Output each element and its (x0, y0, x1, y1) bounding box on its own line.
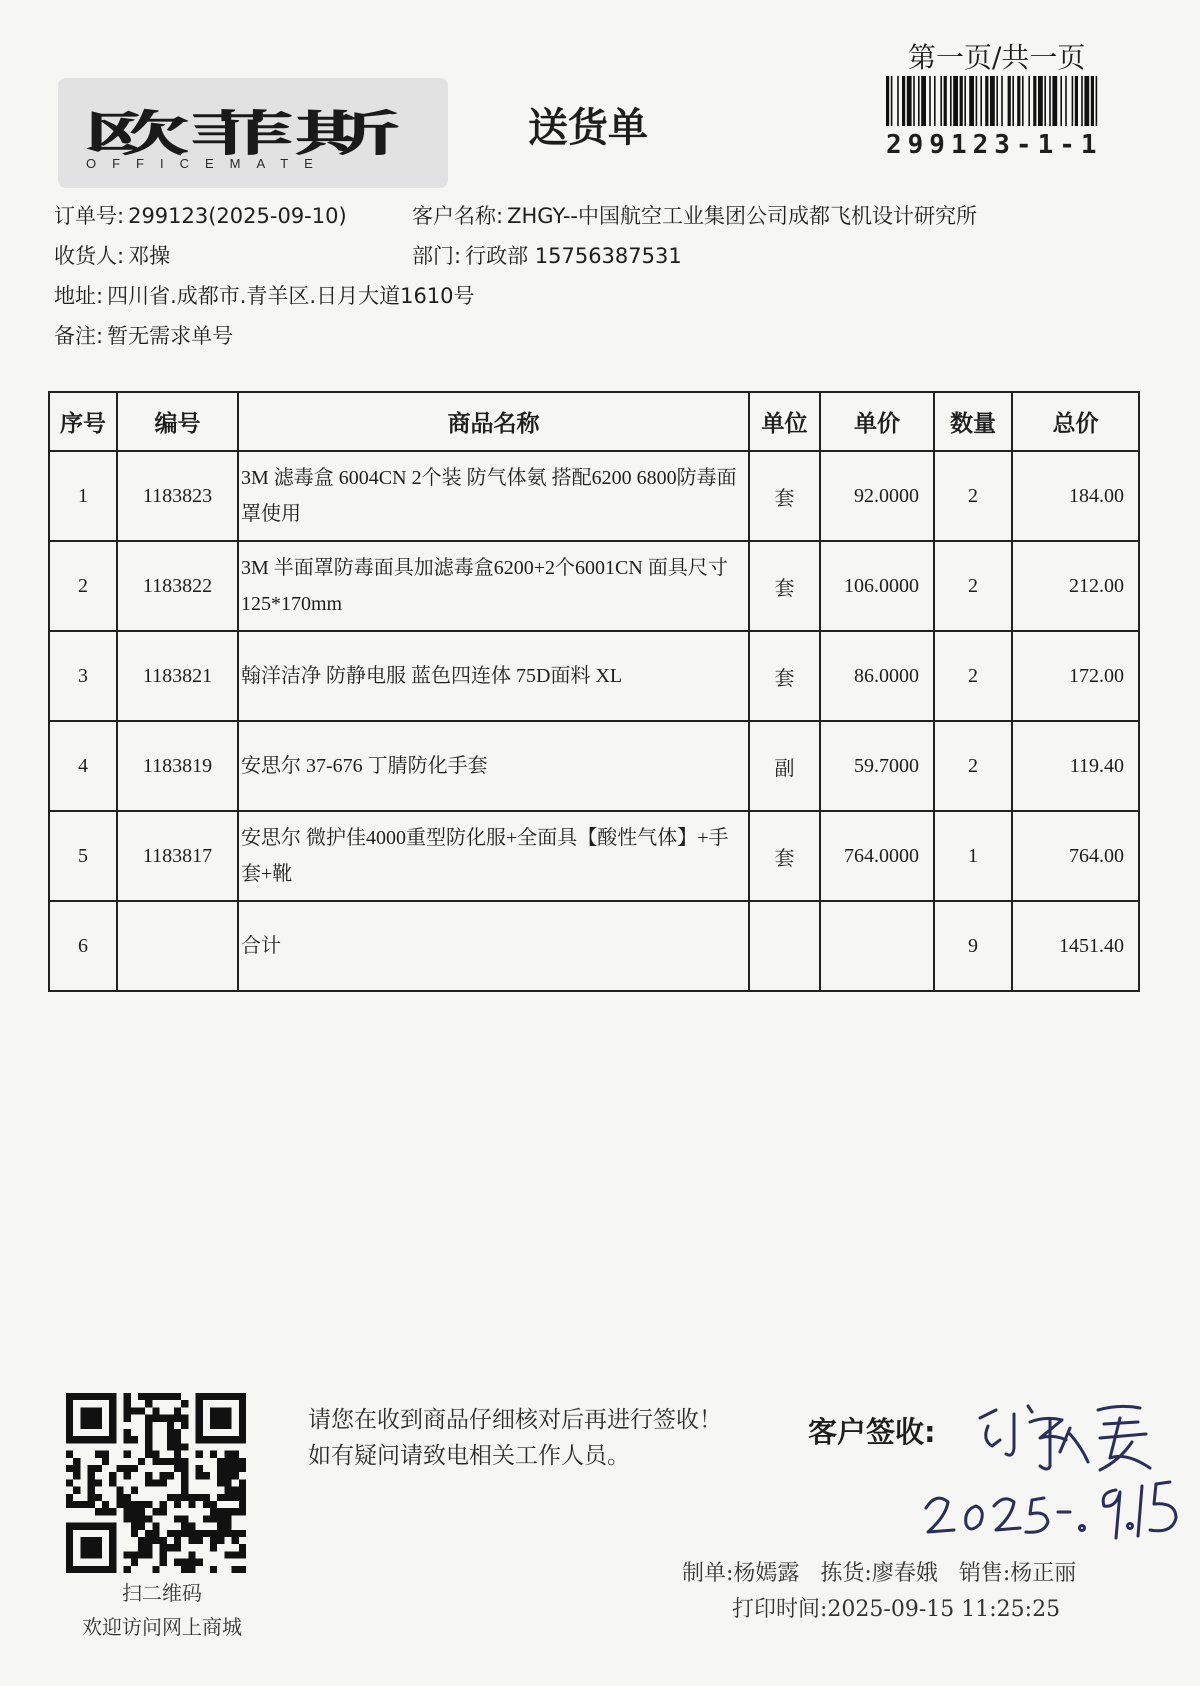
cell-code: 1183822 (117, 541, 238, 631)
print-time (732, 1592, 1060, 1623)
table-row (49, 541, 1139, 631)
cell-unit-price: 59.7000 (820, 721, 934, 811)
cell-product-name: 翰洋洁净 防静电服 蓝色四连体 75D面料 XL (238, 631, 749, 721)
barcode (884, 76, 1104, 126)
cell-code: 1183817 (117, 811, 238, 901)
cell-quantity: 2 (934, 451, 1012, 541)
document-title: 送货单 (528, 105, 648, 151)
remark-field (54, 320, 233, 350)
cell-unit-price: 764.0000 (820, 811, 934, 901)
cell-quantity: 2 (934, 541, 1012, 631)
address-field (54, 280, 475, 310)
order-number-value: 299123(2025-09-10) (128, 204, 347, 228)
cell-unit: 套 (749, 451, 820, 541)
cell-total-quantity: 9 (934, 901, 1012, 991)
cell-unit: 套 (749, 541, 820, 631)
cell-quantity: 1 (934, 811, 1012, 901)
cell-code: 1183819 (117, 721, 238, 811)
table-total-row (49, 901, 1139, 991)
logo-subtext: OFFICEMATE (86, 156, 329, 171)
table-header-row (49, 392, 1139, 451)
cell-code: 1183821 (117, 631, 238, 721)
receipt-notice: 请您在收到商品仔细核对后再进行签收！如有疑问请致电相关工作人员。 (308, 1407, 722, 1469)
items-table (48, 391, 1140, 992)
address-label: 地址: (54, 284, 104, 308)
remark-value: 暂无需求单号 (107, 324, 234, 348)
department-label: 部门: (412, 244, 462, 268)
cell-total-price: 212.00 (1012, 541, 1139, 631)
qr-code (66, 1393, 246, 1573)
print-time-label: 打印时间: (732, 1597, 828, 1622)
maker-value: 杨嫣露 (733, 1561, 800, 1586)
header-unit-price: 单价 (820, 392, 934, 451)
cell-total-price: 764.00 (1012, 811, 1139, 901)
header-total-price: 总价 (1012, 392, 1139, 451)
cell-total-label: 合计 (238, 901, 749, 991)
cell-total-price: 172.00 (1012, 631, 1139, 721)
cell-seq: 2 (49, 541, 117, 631)
maker-label: 制单: (682, 1561, 734, 1586)
department-value: 行政部 15756387531 (465, 244, 682, 268)
cell-code (117, 901, 238, 991)
sales-label: 销售: (958, 1561, 1011, 1586)
qr-caption (62, 1576, 262, 1644)
cell-product-name: 3M 半面罩防毒面具加滤毒盒6200+2个6001CN 面具尺寸125*170mm (238, 541, 749, 631)
address-value: 四川省.成都市.青羊区.日月大道1610号 (107, 284, 475, 308)
signature-date (920, 1462, 1190, 1542)
cell-unit-price: 92.0000 (820, 451, 934, 541)
cell-product-name: 安思尔 微护佳4000重型防化服+全面具【酸性气体】+手套+靴 (238, 811, 749, 901)
cell-total-price: 119.40 (1012, 721, 1139, 811)
cell-seq: 6 (49, 901, 117, 991)
cell-unit-price: 106.0000 (820, 541, 934, 631)
customer-label: 客户名称: (412, 204, 504, 228)
table-row (49, 811, 1139, 901)
picker-value: 廖春娥 (871, 1561, 938, 1586)
officemate-logo (84, 106, 424, 158)
order-number-field (54, 200, 347, 230)
qr-caption-line-2: 欢迎访问网上商城 (82, 1615, 242, 1639)
table-row (49, 721, 1139, 811)
header-product-name: 商品名称 (238, 392, 749, 451)
svg-text:欧菲斯: 欧菲斯 (84, 106, 401, 158)
cell-unit: 套 (749, 631, 820, 721)
cell-unit: 副 (749, 721, 820, 811)
cell-unit-price: 86.0000 (820, 631, 934, 721)
cell-total-price: 184.00 (1012, 451, 1139, 541)
staff-line (682, 1556, 1076, 1587)
header-code: 编号 (117, 392, 238, 451)
print-time-value: 2025-09-15 11:25:25 (827, 1597, 1061, 1622)
barcode-number: 299123-1-1 (886, 130, 1103, 160)
cell-seq: 5 (49, 811, 117, 901)
qr-caption-line-1: 扫二维码 (122, 1581, 202, 1605)
cell-code: 1183823 (117, 451, 238, 541)
customer-sign-label: 客户签收: (808, 1415, 936, 1449)
cell-grand-total: 1451.40 (1012, 901, 1139, 991)
cell-unit: 套 (749, 811, 820, 901)
remark-label: 备注: (54, 324, 104, 348)
department-field (412, 240, 682, 270)
cell-quantity: 2 (934, 631, 1012, 721)
cell-product-name: 安思尔 37-676 丁腈防化手套 (238, 721, 749, 811)
picker-label: 拣货: (820, 1561, 872, 1586)
customer-value: ZHGY--中国航空工业集团公司成都飞机设计研究所 (507, 204, 977, 228)
sales-value: 杨正丽 (1010, 1561, 1077, 1586)
header-unit: 单位 (749, 392, 820, 451)
header-seq: 序号 (49, 392, 117, 451)
table-row (49, 631, 1139, 721)
cell-unit-price (820, 901, 934, 991)
page-info: 第一页/共一页 (908, 41, 1086, 74)
table-row (49, 451, 1139, 541)
header-quantity: 数量 (934, 392, 1012, 451)
receiver-label: 收货人: (54, 244, 125, 268)
cell-unit (749, 901, 820, 991)
cell-product-name: 3M 滤毒盒 6004CN 2个装 防气体氨 搭配6200 6800防毒面罩使用 (238, 451, 749, 541)
cell-seq: 4 (49, 721, 117, 811)
cell-seq: 3 (49, 631, 117, 721)
customer-field (412, 200, 977, 230)
receiver-field (54, 240, 170, 270)
cell-seq: 1 (49, 451, 117, 541)
cell-quantity: 2 (934, 721, 1012, 811)
order-number-label: 订单号: (54, 204, 125, 228)
receiver-value: 邓操 (128, 244, 171, 268)
